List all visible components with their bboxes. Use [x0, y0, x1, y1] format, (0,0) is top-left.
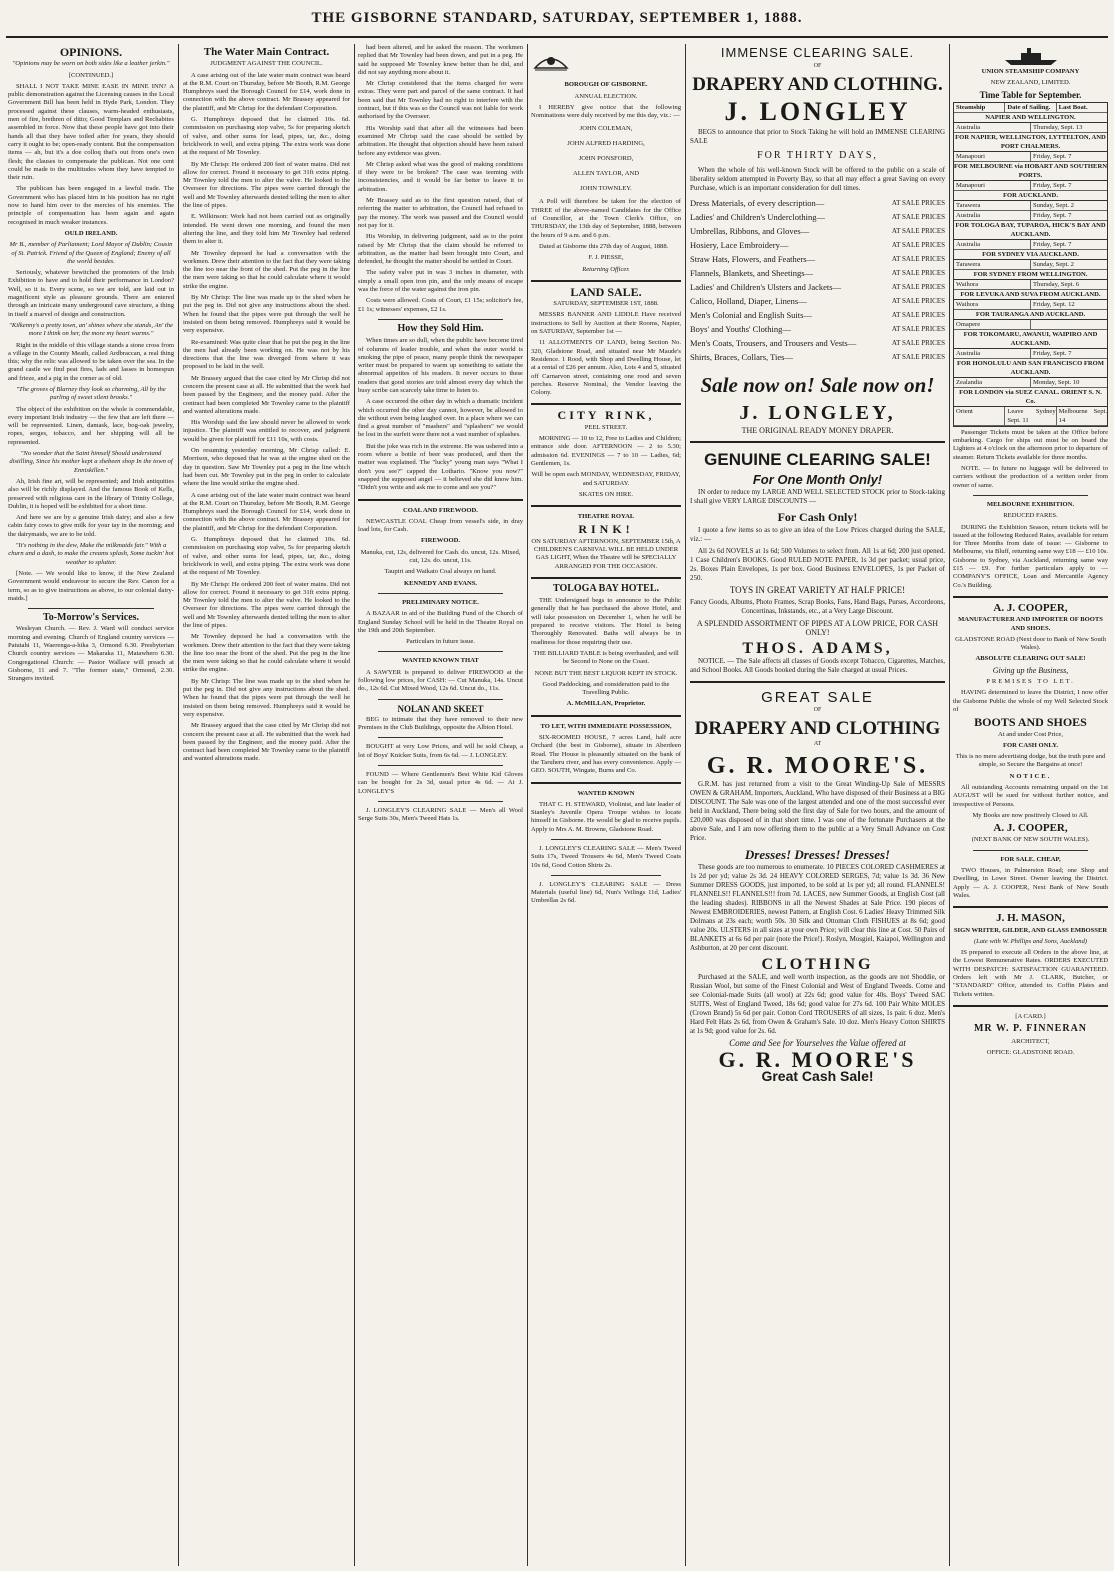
- paragraph: E. Wilkinson: Work had not been carried out as originally intended. He went down one morning, and found the men altering the line, and they told him Mr Townley had ordered them to alter it.: [183, 213, 350, 246]
- ad-highlight: A SPLENDID ASSORTMENT OF PIPES AT A LOW PRICE, FOR CASH ONLY!: [696, 619, 939, 637]
- ad-body: J. LONGLEY'S CLEARING SALE — Men's all Wool Serge Suits 30s, Men's Tweed Hats 1s.: [358, 806, 523, 823]
- ad-body: HAVING determined to leave the District, I now offer the Gisborne Public the whole of my Well Selected Stock of: [953, 689, 1108, 713]
- paragraph: By Mr Chrisp: He ordered 200 feet of water mains. Did not allow for correct. Found it necessary to get 31ft extra piping. Mr Townley told the men to alter the valve. He looked to the Overseer for directions. The pipes were carried through the well and Mr Townley afterwards denied telling the men to alter the line of pipes.: [183, 580, 350, 629]
- paragraph: Ah, Irish fine art, will be represented; and Irish antiquities also will be richly displayed. And the famous Book of Kells, preserved with religious care in the library of Trinity College, Dublin, it is hoped will be exhibited for a short time.: [8, 477, 174, 510]
- article-subtitle: JUDGMENT AGAINST THE COUNCIL.: [210, 60, 323, 68]
- company-subtitle: NEW ZEALAND, LIMITED.: [990, 79, 1071, 87]
- merchant-name: G. R. MOORE'S: [718, 1047, 917, 1072]
- paragraph: Mr Townley deposed he had a conversation with the workmen. Drew their attention to the fact that they were taking the line too near the front of the shed. Put the peg in the line the men were taking so that he could calculate where it would strike the engine.: [183, 633, 350, 674]
- ad-highlight: ABSOLUTE CLEARING OUT SALE!: [975, 655, 1086, 663]
- ad-body: MORNING — 10 to 12, Free to Ladies and Children; entrance side door. AFTERNOON — 2 to 5.30; admission 6d. EVENINGS — 7 to 10 — Ladies, 6d; Gentlemen, 1s.: [531, 435, 681, 467]
- divider: [531, 715, 681, 717]
- divider: [378, 765, 503, 766]
- column-water-main: [183, 44, 350, 1564]
- ad-title: CITY RINK,: [557, 408, 655, 423]
- timetable-row: Manapouri Friday, Sept. 7: [954, 181, 1107, 191]
- candidate: JOHN ALFRED HARDING,: [567, 140, 645, 148]
- ad-body: All outstanding Accounts remaining unpaid on the 1st AUGUST will be sued for without further notice, and irrespective of Persons.: [953, 783, 1108, 808]
- ad-body: TWO Houses, in Palmerston Road; one Shop and Dwelling, in Lowe Street. Owner leaving the District. Apply — A. J. COOPER, Next Bank of New South Wales.: [953, 867, 1108, 899]
- ad-body: Will be open each MONDAY, WEDNESDAY, FRIDAY, and SATURDAY.: [531, 471, 681, 487]
- ad-body: NONE BUT THE BEST LIQUOR KEPT IN STOCK.: [534, 669, 678, 677]
- merchant-name: G. R. MOORE'S.: [706, 753, 929, 779]
- masthead-rule: [6, 36, 1108, 38]
- ad-subtitle: FIREWOOD.: [420, 537, 460, 545]
- timetable-row: Australia Friday, Sept. 7: [954, 349, 1107, 359]
- ad-highlight: FOR THIRTY DAYS,: [757, 150, 878, 161]
- ad-body: Fancy Goods, Albums, Photo Frames, Scrap Books, Fans, Hand Bags, Purses, Accordeons, Concertinas, Inkstands, etc., at a Very Large Discount.: [690, 598, 945, 615]
- ad-highlight: PREMISES TO LET.: [986, 678, 1075, 686]
- paragraph: The safety valve put in was 3 inches in diameter, with simply a small open iron pin, and the only means of escape was the force of the water against the iron pin.: [358, 269, 523, 294]
- ad-highlight: FOR CASH ONLY.: [1002, 741, 1059, 749]
- timetable-header: Steamship Date of Sailing. Last Boat.: [954, 103, 1107, 113]
- continued-label: [CONTINUED.]: [68, 71, 114, 79]
- company-name: UNION STEAMSHIP COMPANY: [981, 68, 1080, 75]
- divider: [973, 850, 1088, 851]
- paragraph: On resuming yesterday morning, Mr Chrisp called: E. Morrison, who deposed that he was at the engine shed on the day in question. Saw Mr Townley put a peg in the line which had been cut. Mr Townley put in the peg in order to calculate where the line would strike the engine shed.: [183, 447, 350, 488]
- borough-crest-icon: [531, 48, 571, 74]
- column-judgment: [358, 44, 523, 1564]
- sale-now-banner: Sale now on! Sale now on!: [700, 373, 935, 397]
- ad-subtitle: PEEL STREET.: [584, 423, 628, 431]
- paragraph: A case arising out of the late water main contract was heard at the R.M. Court on Thursday, before Mr Booth, R.M. George Humphreys sued the Borough Council for £14, work done in connection with the above contract. Mr Brassey appeared for the plaintiff, and Mr Chrisp for the defendant Corporation.: [183, 491, 350, 532]
- ad-footer: SKATES ON HIRE.: [578, 490, 634, 498]
- divider: [358, 499, 523, 501]
- timetable-row: Tarawera Sunday, Sept. 2: [954, 201, 1107, 211]
- ad-title: NOLAN AND SKEET: [397, 703, 484, 714]
- column-divider: [527, 44, 528, 1566]
- ad-body: MESSRS BANNER AND LIDDLE Have received instructions to Sell by Auction at their Rooms, Napier, on SATURDAY, September 1st —: [531, 311, 681, 336]
- column-shipping: [953, 44, 1108, 1564]
- ad-body: My Books are now positively Closed to All.: [972, 811, 1089, 819]
- paragraph: By Mr Chrisp: The line was made up to the shed when he put the peg in. Did not give any instructions about the shed. When he found that the pipes were put through the well he insisted on them being removed. Humphreys said it would be very expensive.: [183, 294, 350, 335]
- route-title: FOR HONOLULU AND SAN FRANCISCO FROM AUCKLAND.: [954, 359, 1107, 378]
- price-item: Straw Hats, Flowers, and Feathers— AT SALE PRICES: [690, 254, 945, 264]
- merchant-name: THOS. ADAMS,: [742, 640, 893, 657]
- ad-body: All 2s 6d NOVELS at 1s 6d; 500 Volumes to select from. All 1s at 6d; 200 just opened. 1 Case Children's BOOKS. Good RULED NOTE PAPER, 1s 3d per packet; usual price, 2s. Boxes Plain Envelopes, 1s per box. Good Business ENVELOPES, 1s per Packet of 250.: [690, 547, 945, 582]
- section-title: OPINIONS.: [59, 45, 123, 59]
- notice-heading: BOROUGH OF GISBORNE.: [564, 81, 648, 89]
- ad-body: BEGS to announce that prior to Stock Taking he will hold an IMMENSE CLEARING SALE: [690, 128, 945, 145]
- divider: [378, 319, 503, 320]
- ad-footer: Come and See for Yourselves the Value offered at: [729, 1038, 906, 1048]
- ad-heading: IMMENSE CLEARING SALE.: [720, 45, 915, 60]
- ad-highlight: Giving up the Business,: [992, 665, 1069, 675]
- verse: "Kilkenny's a pretty town, an' shines where she stands, An' the more I think on her, the more my heart warms.": [9, 321, 173, 338]
- route-title: FOR LEVUKA AND SUVA FROM AUCKLAND.: [954, 290, 1107, 300]
- column-drapery-ads: [690, 44, 945, 1564]
- ad-heading: GENUINE CLEARING SALE!: [704, 450, 931, 469]
- ad-body: THE BILLIARD TABLE is being overhauled, and will be Second to None on the Coast.: [533, 649, 679, 666]
- paragraph: Mr Townley deposed he had a conversation with the workmen. Drew their attention to the fact that they were taking the line too near the front of the shed. Put the peg in the line the men were taking so that he could calculate where it would strike the engine.: [183, 249, 350, 290]
- divider: [531, 505, 681, 507]
- ad-title: WANTED KNOWN THAT: [402, 657, 479, 665]
- ad-date: SATURDAY, SEPTEMBER 1ST, 1888.: [553, 300, 659, 308]
- notice-subheading: ANNUAL ELECTION.: [574, 92, 638, 100]
- divider: [378, 737, 503, 738]
- masthead: [0, 0, 1114, 38]
- ad-prices: Manuka, cut, 12s, delivered for Cash. do. uncut, 12s. Mixed, cut, 12s. do. uncut, 11s.: [360, 548, 521, 565]
- ad-signature: KENNEDY AND EVANS.: [403, 579, 478, 587]
- ad-title: TOLOGA BAY HOTEL.: [552, 582, 660, 594]
- paragraph: A case arising out of the late water main contract was heard at the R.M. Court on Thursday, before Mr Booth, R.M. George Humphreys sued the Borough Council for £14, work done in connection with the above contract. Mr Brassey appeared for the plaintiff, and Mr Chrisp for the defendant Corporation.: [183, 71, 350, 112]
- ad-body: BEG to intimate that they have removed to their new Premises in the Club Buildings, opposite the Albion Hotel.: [358, 715, 523, 732]
- ad-body: NEWCASTLE COAL Cheap from vessel's side, in dray load lots, for Cash.: [358, 517, 523, 534]
- merchant-name: A. J. COOPER,: [993, 601, 1068, 614]
- candidate: JOHN TOWNLEY.: [580, 185, 632, 193]
- paragraph: But the joke was rich in the extreme. He was ushered into a room where a bottle of beer was produced, and then the matter was explained. The "lucky" young man says "What I don't you see?" capped the Lothario. "Know you now?" snapped the supposed angel — it believed she did know him. "Didn't you write and ask me to come and see you?": [358, 442, 523, 492]
- ad-highlight: For Cash Only!: [777, 510, 858, 524]
- paragraph: His Worship, in delivering judgment, said as to the point raised by Mr Chrisp that the claim should be referred to arbitration, as the matter had been brought into Court, and defended, he thought the matter should be settled in Court.: [358, 233, 523, 266]
- column-divider: [178, 44, 179, 1566]
- timetable-row: Tarawera Sunday, Sept. 2: [954, 260, 1107, 270]
- paragraph: A case occurred the other day in which a dramatic incident which occurred the other day cannot, however, be allowed to die without even being laughed over. In a place where we can find a great number of "mashers" and "splashers" we would be lost in the surfeit were there not a vast number of splashes.: [358, 398, 523, 439]
- price-item: Dress Materials, of every description— AT SALE PRICES: [690, 198, 945, 208]
- ad-body: NOTE. — In future no luggage will be delivered to carriers without the production of a written order from owner of same.: [953, 465, 1108, 489]
- divider: [378, 651, 503, 652]
- ad-highlight: TOYS IN GREAT VARIETY AT HALF PRICE!: [729, 585, 906, 595]
- services-list: Wesleyan Church. — Rev. J. Ward will conduct service morning and evening. Church of England country services — Patutahi 11, Waerenga-a-hika 3, Ormond 6.30. Presbyterian Church country services — Makaraka 11, Matawhero 6.30. Congregational Church: — Pastor Wallace will preach at Gisborne, 11 and 7. "The former state," Ormond, 2.30. Strangers invited.: [8, 625, 174, 683]
- column-notices: [531, 44, 681, 1564]
- paragraph: Right in the middle of this village stands a stone cross from a village in the County Meath, called Ardbraccan, a real thing this; why the relic was allowed to be taken over the sea. In the grand castle we find peat fires, lads and lasses in homespun and frieze, and a pig in the corner as of old.: [8, 341, 174, 382]
- candidate: JOHN COLEMAN,: [579, 125, 633, 133]
- route-title: FOR TOKOMARU, AWANUI, WAIPIRO AND AUCKLAND.: [954, 330, 1107, 349]
- paragraph: Costs were allowed. Costs of Court, £1 15s; solicitor's fee, £1 1s; witnesses' expenses, £2 1s.: [358, 297, 523, 313]
- divider: [953, 906, 1108, 908]
- merchant-tagline: THE ORIGINAL READY MONEY DRAPER.: [741, 426, 894, 435]
- route-title: FOR TOLOGA BAY, TUPAROA, HICK'S BAY AND AUCKLAND.: [955, 221, 1106, 238]
- divider: [551, 875, 661, 876]
- ad-title: THEATRE ROYAL: [577, 513, 635, 521]
- timetable-row: Australia Thursday, Sept. 13: [954, 123, 1107, 133]
- merchant-name: J. H. MASON,: [996, 912, 1065, 925]
- paragraph: G. Humphreys deposed that he claimed 10s. 6d. commission on purchasing stop valve, 5s for preparing sketch of valve, and other sums for lead, pipes, tar, &c., doing bricklwork in well, and extra piping. The extra work was done at the request of Mr Townley.: [183, 116, 350, 157]
- paragraph: And here we are by a genuine Irish dairy; and also a few cabin fairy cows to give milk for your tay in the morning; and the dairymaids, we are to be told.: [8, 514, 174, 538]
- merchant-name: MR W. P. FINNERAN: [973, 1023, 1088, 1035]
- ad-subtitle: REDUCED FARES.: [1003, 512, 1058, 520]
- subheading: OULD IRELAND.: [64, 229, 118, 237]
- route-title: NAPIER AND WELLINGTON.: [954, 113, 1107, 123]
- notice-signature: F. J. PIESSE,: [588, 254, 624, 262]
- ad-body: 11 ALLOTMENTS OF LAND, being Section No. 320, Gladstone Road, and situated near Mr Maude's Residence. 1 Rood, with Shop and Dwelling House, let at a rental of £26 per annum. Also, Lots 4 and 5, situated off Carnarvon street, containing one rood and seven perches. Reserve Nominal, the Vendor leaving the Colony.: [531, 339, 681, 397]
- verse: "No wonder that the Saint himself Should understand distilling, Since his mother kept a shebeen shop In the town of Enniskillen.": [9, 450, 173, 474]
- ad-body: J. LONGLEY'S CLEARING SALE — Men's Tweed Suits 17s, Tweed Trousers 4s 6d, Men's Tweed Coats 10s 6d, Good Cotton Shirts 2s.: [531, 845, 681, 869]
- article-title: The Water Main Contract.: [203, 46, 330, 58]
- ad-body: NOTICE. — The Sale affects all classes of Goods except Tobacco, Cigarettes, Matches, and School Books. All Goods booked during the Sale charged at usual Prices.: [690, 657, 945, 674]
- price-item: Calico, Holland, Diaper, Linens— AT SALE PRICES: [690, 296, 945, 306]
- ad-body: A BAZAAR in aid of the Building Fund of the Church of England Sunday School will be held in the Theatre Royal on the 19th and 20th September.: [358, 610, 523, 634]
- article-title: How they Sold Him.: [397, 322, 484, 334]
- verse: "The groves of Blarney they look so charming, All by the purling of sweet silent brooks.": [16, 385, 166, 402]
- divider: [28, 608, 154, 609]
- ad-body: G.R.M. has just returned from a visit to the Great Winding-Up Sale of MESSRS OWEN & GRAHAM, Importers, Auckland, Who have disposed of their Business at a BIG DISCOUNT. The Sale was one of the largest attended and one of the most successful ever held in Auckland, There being sold the first day of Sale for two hours, and the amount of £20,000 was disposed of in that short time. I was one of the fortunate Purchasers at the above Sale, and I am now offering them to the public at a Very Small Advance on Cost Price.: [690, 780, 945, 842]
- steamship-icon: [1001, 46, 1061, 66]
- ad-heading: GREAT SALE: [761, 689, 874, 706]
- timetable-row: Australia Friday, Sept. 7: [954, 211, 1107, 221]
- ad-footer: Particulars in future issue.: [406, 638, 475, 646]
- notice-body: I HEREBY give notice that the following Nominations were duly received by me this day, viz.: —: [531, 103, 681, 120]
- ad-title: WANTED KNOWN: [577, 789, 635, 797]
- ad-title: TO LET, WITH IMMEDIATE POSSESSION,: [540, 722, 672, 730]
- paragraph: His Worship said that after all the witnesses had been examined Mr Chrisp said the case should be settled by arbitration. He thought that objection should have been raised before any evidence was given.: [358, 124, 523, 157]
- timetable-row: Waihora Thursday, Sept. 6: [954, 280, 1107, 290]
- timetable-row: Waihora Friday, Sept. 12: [954, 300, 1107, 310]
- services-title: To-Morrow's Services.: [42, 612, 140, 624]
- divider: [531, 280, 681, 282]
- ad-heading-at: AT: [813, 741, 822, 747]
- ad-body: Passenger Tickets must be taken at the Office before embarking. Cargo for ships out must be on board the Lighters at 4 o'clock on the afternoon prior to departure of steamer. Return Tickets available for three months.: [953, 428, 1108, 461]
- price-item: Men's Colonial and English Suits— AT SALE PRICES: [690, 310, 945, 320]
- merchant-role: MANUFACTURER AND IMPORTER OF BOOTS AND SHOES.: [958, 616, 1103, 632]
- ad-body: I quote a few items so as to give an idea of the Low Prices charged during the SALE, viz.: —: [690, 526, 945, 543]
- ad-body: J. LONGLEY'S CLEARING SALE — Dress Materials (useful line) 6d, Nun's Veilings 11d, Ladies' Umbrellas 2s 6d.: [531, 880, 681, 905]
- ad-body: FOUND — Where Gentlemen's Best White Kid Gloves can be bought for 2s 3d, usual price 4s 6d. — At J. LONGLEY'S: [358, 771, 523, 795]
- price-item: Men's Coats, Trousers, and Trousers and Vests— AT SALE PRICES: [690, 338, 945, 348]
- paragraph: His Worship said the law should never be allowed to work injustice. The plaintiff was entitled to recover, and judgment would be given for plaintiff for £11 10s, with costs.: [183, 419, 350, 443]
- ad-body: IS prepared to execute all Orders in the above line, at the Lowest Remunerative Rates. ORDERS EXECUTED WITH DESPATCH: SATISFACTION GUARANTEED. Orders left with Mr J. CLARK, Butcher, or "STANDARD" Office, attended to. Coffin Plates and Tickets written.: [953, 949, 1108, 998]
- timetable-row: Manapouri Friday, Sept. 7: [954, 152, 1107, 162]
- column-opinions: [8, 44, 174, 1564]
- divider: [953, 1005, 1108, 1007]
- ad-body: A SAWYER is prepared to deliver FIREWOOD at the following low prices, for CASH: — Cut Manuka, 14s. Uncut do., 12s 6d. Cut Mixed Wood, 12s 6d. Uncut do., 11s.: [358, 668, 523, 693]
- merchant-address: GLADSTONE ROAD (Next door to Bank of New South Wales).: [955, 635, 1106, 652]
- ad-body: BOUGHT at very Low Prices, and will be sold Cheap, a lot of Boys' Knicker Suits, from 6s 6d. — J. LONGLEY.: [358, 743, 523, 759]
- merchant-name: J. LONGLEY,: [739, 402, 896, 424]
- route-title: FOR SYDNEY VIA AUCKLAND.: [954, 250, 1107, 260]
- ad-footer: Taupiri and Waikato Coal always on hand.: [384, 568, 497, 576]
- ad-body: These goods are too numerous to enumerate. 10 PIECES COLORED CASHMERES at 1s 2d per yd; value 2s 3d. 24 HEAVY COLORED SERGES, 7d; value 1s 3d. 36 New Summer DRESS GOODS, just imported, to be sold at 1s per yd; all round. FLANNELS! FLANNELS!! FLANNELS!!! from 7d. LACES, new Summer Goods, at English Cost (all the leading shades). RIBBONS in all the Newest Shades at Sale Price. 190 pieces of Newest EMBROIDERIES, newest Pattern, at English Cost. 6 Ladies' Heavy Trimmed Silk Dolmans at 23s each; worth 50s. 30 Silk and Ottoman Cloth FISHUES at 8s 6d; good value 20s. ULSTERS in all sizes at your own Price; will clear this line at Cost. 50 Pairs of BLANKETS at 6s 6d per pair (note the Price!). Roslyn, Mosgiel, Kaiapoi, Wellington and Ashburton, at 20 per cent discount.: [690, 863, 945, 952]
- divider: [378, 593, 503, 594]
- merchant-address: (NEXT BANK OF NEW SOUTH WALES).: [971, 836, 1090, 844]
- paragraph: Mr Chrisp considered that the items charged for were extras. They were part and parcel of the same contract. It had been said that Mr Townley had no right to interfere with the contract, but if this was so the Council was not liable for work authorised by the Overseer.: [358, 80, 523, 121]
- masthead-title: THE GISBORNE STANDARD, SATURDAY, SEPTEMBER 1, 1888.: [311, 10, 803, 26]
- price-list: [690, 196, 945, 364]
- ad-heading: DRAPERY AND CLOTHING.: [692, 74, 943, 95]
- ad-body: Purchased at the SALE, and well worth inspection, as the goods are not Shoddie, or Russian Wool, but some of the Finest Colonial and West of England Tweeds. Come and see Colonial-made Suits (all wool) at 22s 6d; good value for 40s. Boys' Tweed SAC SUITS, West of England Tweed, 18s 6d; good value for 27s 6d. 100 Pair White MOLES (Crown Brand) 5s 6d per pair. Cotton Cord TROUSERS of all sizes, 1s pair. 6 doz. Men's Hard Felt Hats 2s 6d, from Owen & Graham's Sale. 10 doz. Men's Heavy Cotton SHIRTS at 1s 9d; good value for 2s. 6d.: [690, 973, 945, 1035]
- ad-highlight: BOOTS AND SHOES: [974, 715, 1087, 730]
- note: [Note. — We would like to know, if the New Zealand Government would endeavour to secure the Rev. Canon for a term, so as to give instructions as above, to our colonial dairy-maids.]: [8, 569, 174, 602]
- price-item: Hosiery, Lace Embroidery— AT SALE PRICES: [690, 240, 945, 250]
- divider: [531, 782, 681, 784]
- paragraph: Re-examined: Was quite clear that he put the peg in the line the men had already been working on. He was not by his directions that the line was diverged from where it was proposed to be laid in the well.: [183, 338, 350, 371]
- candidate: ALLEN TAYLOR, AND: [573, 170, 639, 178]
- route-title: FOR LONDON via SUEZ CANAL. ORIENT S. N. Co.: [954, 388, 1107, 407]
- merchant-address: (Late with W. Phillips and Sons, Auckland): [973, 937, 1088, 945]
- price-item: Boys' and Youths' Clothing— AT SALE PRICES: [690, 324, 945, 334]
- ad-heading: DRAPERY AND CLOTHING: [694, 718, 941, 739]
- paragraph: The publican has been engaged in a lawful trade. The Government who has placed him in his position has no right now to hand him over to the mercies of his enemies. The principle of compensation has been again and again recognised in much weaker instances.: [8, 185, 174, 226]
- timetable-row: Orient Leave Sydney Sept. 11 Melbourne Sept. 14: [956, 407, 1107, 424]
- notice-dated: Dated at Gisborne this 27th day of August, 1888.: [539, 242, 669, 250]
- paragraph: Mr Brassey said as to the first question raised, that of referring the matter to arbitration, the Council had refused to pay the money. The work was passed and the Council would not pay for it.: [358, 197, 523, 229]
- route-title: FOR AUCKLAND.: [954, 191, 1107, 201]
- column-divider: [354, 44, 355, 1566]
- ad-body: At and under Cost Price,: [997, 730, 1063, 738]
- ad-footer: Great Cash Sale!: [761, 1068, 874, 1084]
- price-item: Ladies' and Children's Ulsters and Jackets— AT SALE PRICES: [690, 282, 945, 292]
- paragraph: Mr Brassey argued that the case cited by Mr Chrisp did not concern the present case at all. He submitted that the work had been passed by the Engineer, and the money paid. After the contract had been completed Mr Townley came to the plaintiff and wanted alterations made.: [183, 722, 350, 763]
- divider: [531, 577, 681, 579]
- route-title: FOR TAURANGA AND AUCKLAND.: [954, 310, 1107, 320]
- merchant-role: SIGN WRITER, GILDER, AND GLASS EMBOSSER: [953, 926, 1108, 934]
- ad-body: Good Paddocking, and consideration paid to the Travelling Public.: [542, 680, 670, 697]
- merchant-name: J. LONGLEY: [724, 97, 911, 126]
- divider: [531, 403, 681, 405]
- divider: [690, 681, 945, 683]
- divider: [378, 801, 503, 802]
- column-divider: [949, 44, 950, 1566]
- price-item: Umbrellas, Ribbons, and Gloves— AT SALE PRICES: [690, 226, 945, 236]
- timetable: [953, 102, 1108, 427]
- ad-body: This is no mere advertising dodge, but the truth pure and simple, so Secure the Bargains at once!: [955, 753, 1106, 769]
- paragraph: SHALL I NOT TAKE MINE EASE IN MINE INN? A public demonstration against the Licensing causes in the Local Government Bill has been held in Hyde Park, London. They processed against these clauses, warm-headed enthusiasts, men of fire, brethren of ditto; Good Templars and Rechabites assembled in force. Now that these people have got into their hands all that they have toiled after for years, they should carry it ought to be; open-ready content. But the compensation items — ah, but it's a doe colloq that's out from one's own flesh; the clauses to compensate the publican. Not one cent could be made to the multitudes whom they have tempted to their ruin.: [8, 82, 174, 182]
- candidate: JOHN PONSFORD,: [578, 155, 634, 163]
- ad-body: DURING the Exhibition Season, return tickets will be issued at the following Reduced Rates, available for return for Three Months from date of issue: — Gisborne to Melbourne, via Bluff, returning same way £18 — £10 10s. Gisborne to Sydney, via Auckland, returning same way £15 — £9. For further particulars apply to — COMPANY'S OFFICE, Loan and Mercantile Agency Co.'s Building.: [953, 523, 1108, 589]
- ad-body: THAT C. H. STEWARD, Violinist, and late leader of Stanley's Juvenile Opera Troupe wishes to locate himself in Gisborne. He would be glad to receive pupils. Apply to Mrs A. M. Browne, Gladstone Road.: [531, 800, 681, 833]
- ad-body: When the whole of his well-known Stock will be offered to the public on a scale of liberality seldom attempted in Poverty Bay, so that all may effect a great Saving on every Purchase, which is an important consideration for dull times.: [690, 166, 945, 192]
- merchant-address: OFFICE: GLADSTONE ROAD.: [986, 1048, 1075, 1056]
- price-item: Shirts, Braces, Collars, Ties— AT SALE PRICES: [690, 352, 945, 362]
- ad-title: COAL AND FIREWOOD.: [403, 506, 478, 514]
- epigraph: "Opinions may be worn on both sides like a leather jerkin.": [12, 60, 170, 68]
- verse: "It's nothing in the dew, Make the milkmaids fair." With a churn and a dash, to make the creams splash, Some tuckin' hot weather to splutter.: [8, 542, 174, 566]
- notice-body: A Poll will therefore be taken for the election of THREE of the above-named Candidates for the Office of Councillor, at the Town Clerk's Office, on THURSDAY, the 13th day of September, 1888, between the hours of 9 a.m. and 6 p.m.: [531, 198, 681, 239]
- ad-body: THE Undersigned begs to announce to the Public generally that he has purchased the above Hotel, and will take possession on December 1, when he will be prepared to receive visitors. The Hotel is being Thoroughly Renovated. Baths will always be in readiness for those requiring their use.: [531, 597, 681, 646]
- column-divider: [685, 44, 686, 1566]
- ad-title: PRELIMINARY NOTICE.: [402, 598, 479, 606]
- route-title: FOR MELBOURNE via HOBART AND SOUTHERN PORTS.: [954, 162, 1107, 179]
- card-label: [A CARD.]: [1015, 1012, 1046, 1020]
- merchant-name: A. J. COOPER,: [993, 822, 1068, 835]
- paragraph: Seriously, whatever bewitched the promoters of the Irish Exhibition to have and to hold their performance in London? Well, so it is. Every scene, so we are told, are laid out in magnificent style as pleasure grounds. There are entered through an intricate many underground cave structure, a thing in itself a marvel of design and construction.: [8, 269, 174, 318]
- timetable-row: Omapere: [954, 320, 1107, 330]
- ad-heading-of: OF: [813, 63, 822, 69]
- paragraph: By Mr Chrisp: He ordered 200 feet of water mains. Did not allow for correct. Found it necessary to get 31ft extra piping. Mr Townley told the men to alter the valve. He looked to the Overseer for directions. The pipes were carried through the well and Mr Townley afterwards denied telling the men to alter the line of pipes.: [183, 160, 350, 210]
- ad-subheading: CLOTHING: [761, 956, 874, 973]
- paragraph: By Mr Chrisp: The line was made up to the shed when he put the peg in. Did not give any instructions about the shed. When he found that the pipes were put through the well he insisted on them being removed. Humphreys said it would be very expensive.: [183, 677, 350, 718]
- ad-title: MELBOURNE EXHIBITION.: [986, 500, 1075, 508]
- merchant-role: ARCHITECT,: [1011, 1037, 1050, 1045]
- paragraph: Mr Chrisp asked what was the good of making conditions if they were to be broken? The case was teeming with inconsistencies, and it would be far better to leave it to arbitration.: [358, 160, 523, 193]
- notice-heading: NOTICE.: [1009, 772, 1052, 780]
- paragraph: Mr Brassey argued that the case cited by Mr Chrisp did not concern the present case at all. He submitted that the work had been passed by the Engineer, and the money paid. After the contract had been completed Mr Townley came to the plaintiff and wanted alterations made.: [183, 374, 350, 415]
- timetable-title: Time Table for September.: [979, 89, 1082, 100]
- paragraph: The object of the exhibition on the whole is commendable, every important Irish industry — the few that are left there — will be represented. Linen, damask, lace, bog-oak jewelry, ropes, serges, tobacco, and her shipping will all be represented.: [8, 405, 174, 446]
- ad-title: LAND SALE.: [570, 284, 642, 299]
- timetable-row: Zealandia Monday, Sept. 10: [954, 378, 1107, 388]
- price-item: Flannels, Blankets, and Sheetings— AT SALE PRICES: [690, 268, 945, 278]
- verse: Mr B., member of Parliament; Lord Mayor of Dublin; Cousin of St. Patrick. Friend of the Queen of England; Enemy of all the world besides.: [9, 241, 173, 265]
- divider: [973, 495, 1088, 496]
- ad-heading-of: OF: [813, 707, 822, 713]
- route-title: FOR NAPIER, WELLINGTON, LYTTELTON, AND PORT CHALMERS.: [955, 133, 1106, 150]
- ad-signature: A. McMILLAN, Proprietor.: [566, 700, 646, 708]
- ad-body: ON SATURDAY AFTERNOON, SEPTEMBER 15th, A CHILDREN'S CARNIVAL WILL BE HELD UNDER GAS LIGHT, When the Theatre will be SPECIALLY ARRANGED FOR THE OCCASION.: [531, 537, 681, 570]
- ad-subheading: For One Month Only!: [752, 472, 883, 487]
- route-title: FOR SYDNEY FROM WELLINGTON.: [954, 270, 1107, 280]
- ad-subheading: Dresses! Dresses! Dresses!: [744, 847, 891, 862]
- paragraph: When times are so dull, when the public have become tired of columns of leader trouble, and when the outer world is smoking the pipe of peace, many people think the newspaper writer must be prepared to warm up something to satiate the abnormal appetites of his readers. It never occurs to these readers that good stories are told almost every day which the busy scribe can scarcely take time to listen to.: [358, 337, 523, 394]
- ad-title: RINK!: [578, 522, 634, 537]
- ad-body: SIX-ROOMED HOUSE, 7 acres Land, half acre Orchard (the best in Gisborne), situate in Aberdeen Road. The House is pleasantly situated on the bank of the Taruheru river, and has every convenience. Apply — GEO. SOUTH, Wingate, Burns and Co.: [531, 734, 681, 775]
- paragraph: had been altered, and he asked the reason. The workmen replied that Mr Townley had been down, and put in a peg. He said he supposed Mr Townley knew better than he did, and did not say anything more about it.: [358, 44, 523, 76]
- timetable-row: Australia Friday, Sept. 7: [954, 240, 1107, 250]
- ad-body: IN order to reduce my LARGE AND WELL SELECTED STOCK prior to Stock-taking I shall give VERY LARGE DISCOUNTS —: [690, 488, 945, 505]
- divider: [551, 839, 661, 840]
- price-item: Ladies' and Children's Underclothing— AT SALE PRICES: [690, 212, 945, 222]
- ad-title: FOR SALE. CHEAP,: [1000, 855, 1061, 863]
- paragraph: G. Humphreys deposed that he claimed 10s. 6d. commission on purchasing stop valve, 5s for preparing sketch of valve, and other sums for lead, pipes, tar, &c., doing bricklwork in well, and extra piping. The extra work was done at the request of Mr Townley.: [183, 536, 350, 577]
- divider: [690, 441, 945, 443]
- divider: [953, 596, 1108, 598]
- divider: [378, 699, 503, 700]
- notice-role: Returning Officer.: [582, 265, 630, 273]
